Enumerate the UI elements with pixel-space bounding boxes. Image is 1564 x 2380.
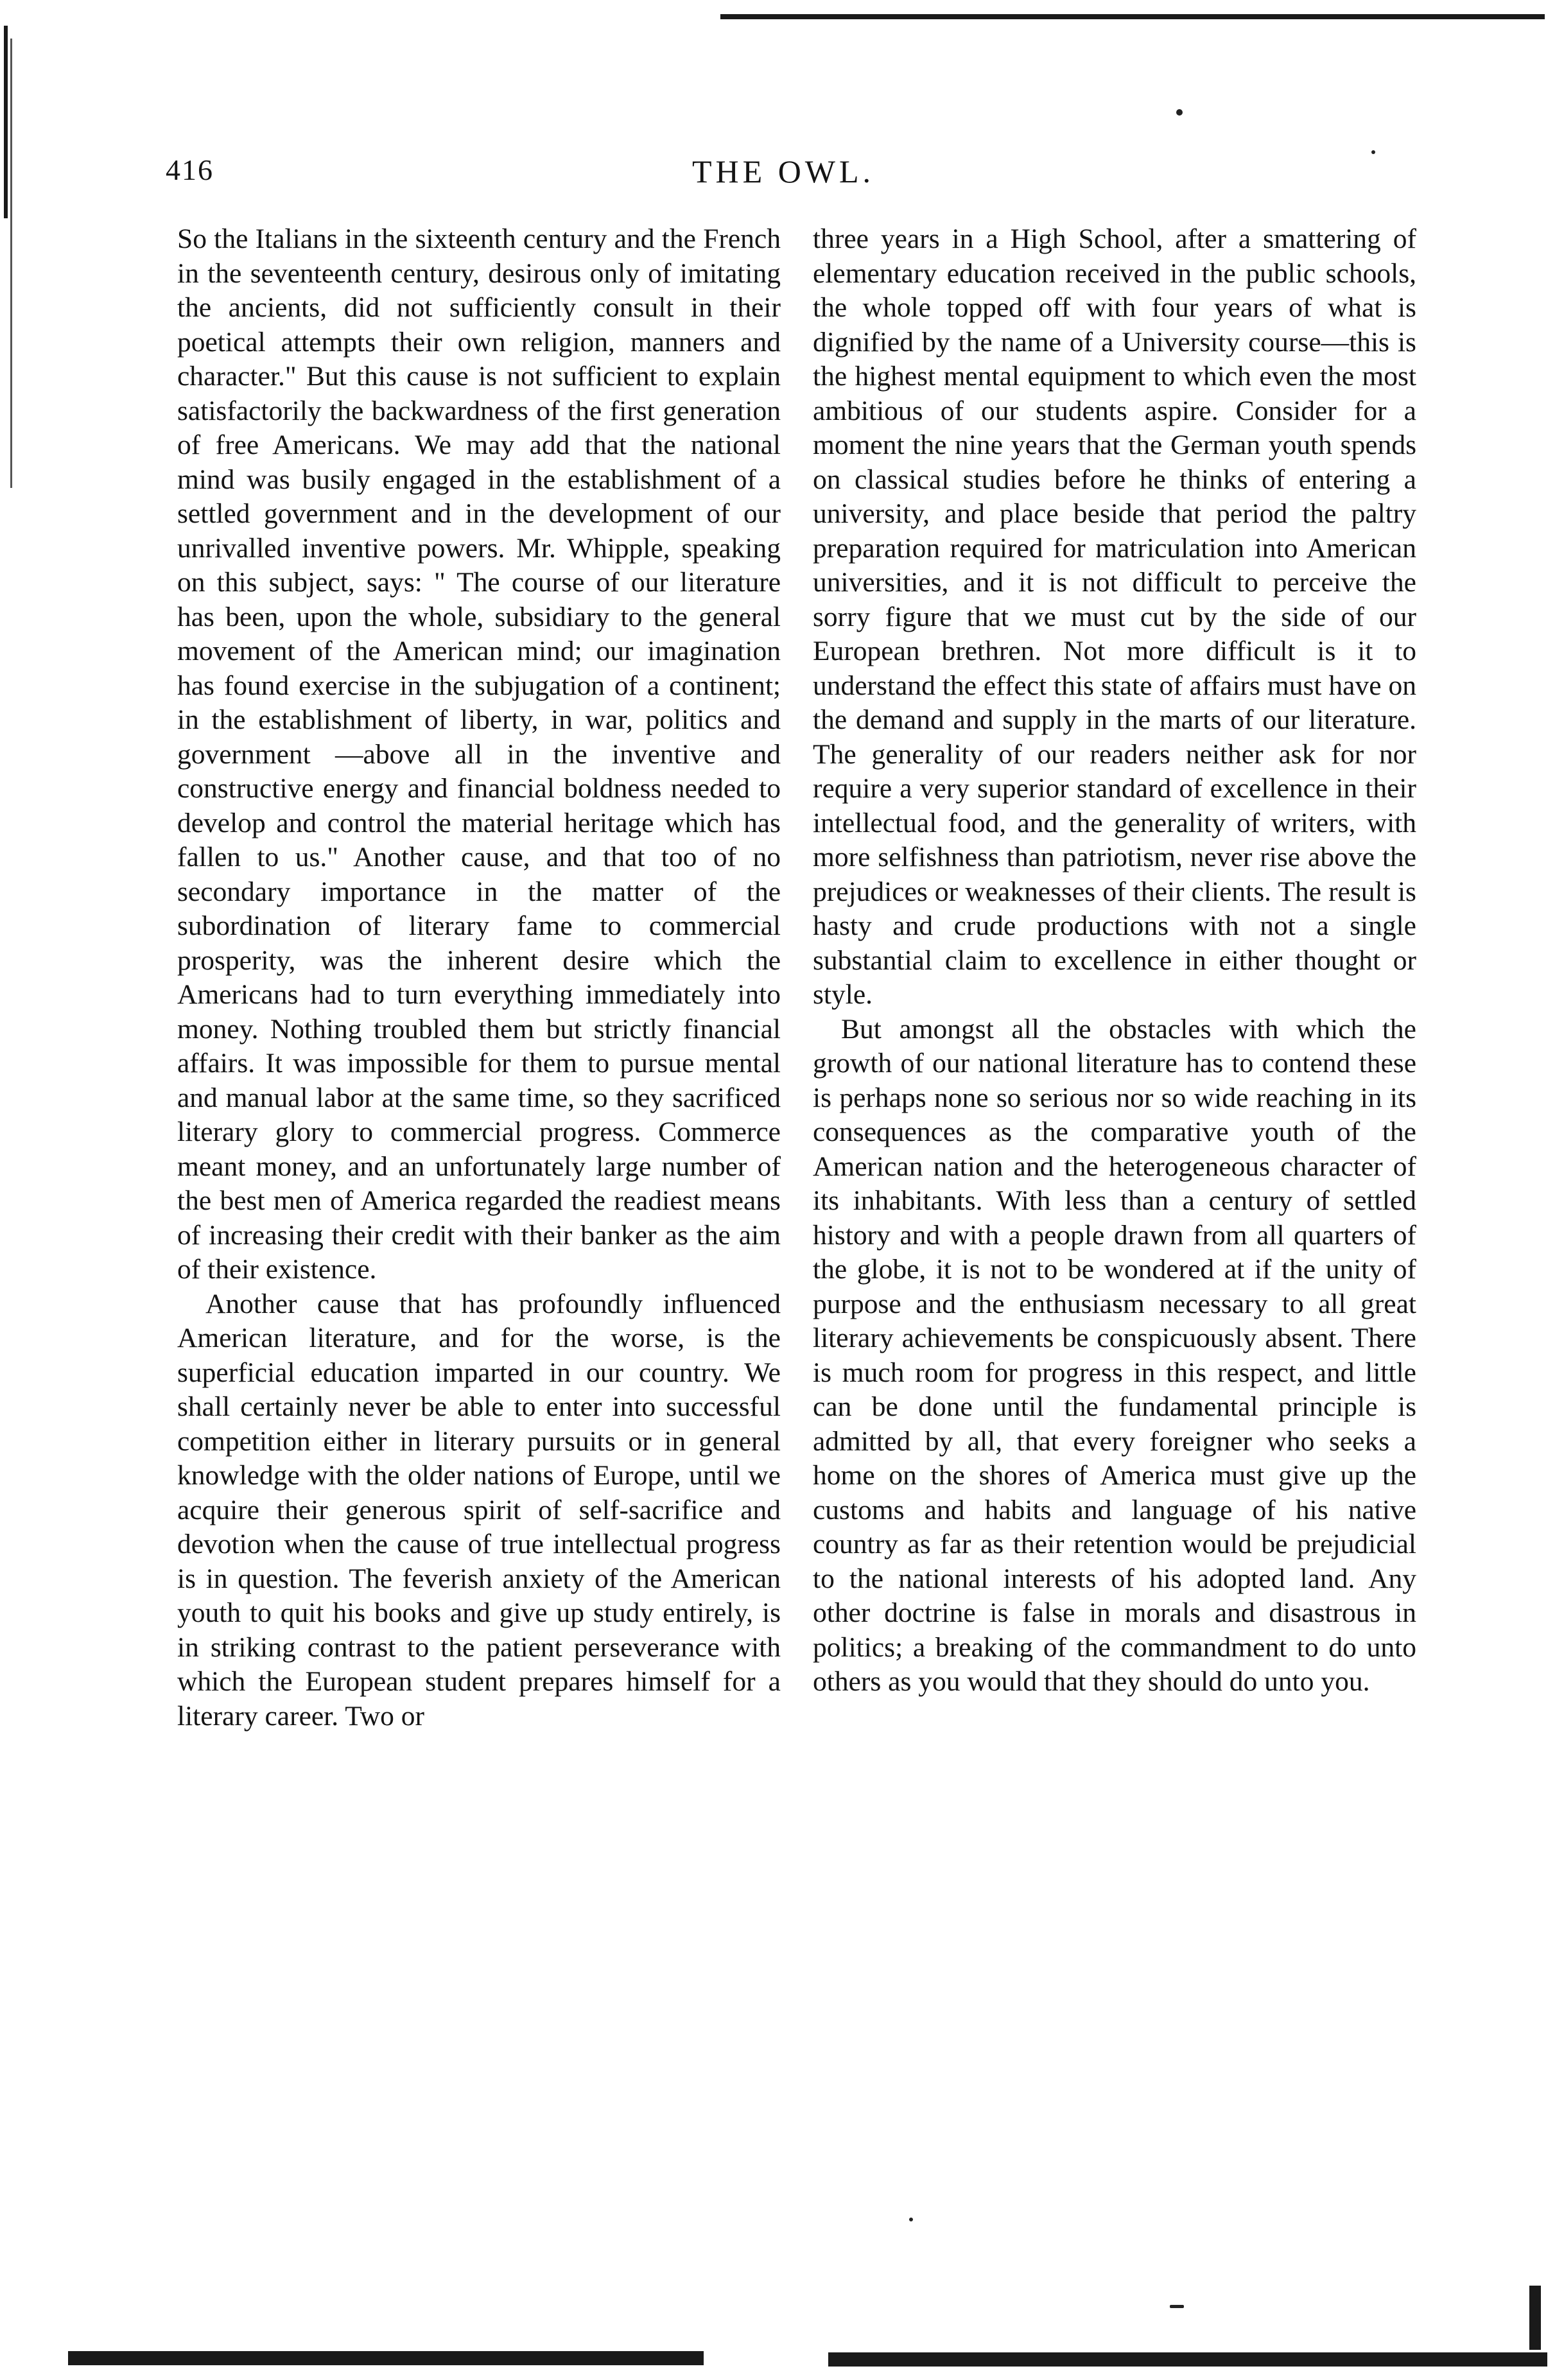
right-column bbox=[813, 222, 1416, 1699]
left-paragraph-1: So the Italians in the sixteenth century and the French in the seventeenth century, desirous only of imitating the ancients, did not sufficiently consult in their poetical attempts their own religion, manners and character." But this cause is not sufficient to explain satisfactorily the backwardness of the first generation of free Americans. We may add that the national mind was busily engaged in the establishment of a settled government and in the development of our unrivalled inventive powers. Mr. Whipple, speaking on this subject, says: " The course of our literature has been, upon the whole, subsidiary to the general movement of the American mind; our imagination has found exercise in the subjugation of a continent; in the establishment of liberty, in war, politics and government —above all in the inventive and constructive energy and financial boldness needed to develop and control the material heritage which has fallen to us." Another cause, and that too of no secondary importance in the matter of the subordination of literary fame to commercial prosperity, was the inherent desire which the Americans had to turn everything immediately into money. Nothing troubled them but strictly financial affairs. It was impossible for them to pursue mental and manual labor at the same time, so they sacrificed literary glory to commercial progress. Commerce meant money, and an unfortunately large number of the best men of America regarded the readiest means of increasing their credit with their banker as the aim of their existence. bbox=[177, 223, 781, 1285]
speck bbox=[1176, 109, 1183, 116]
left-binding-edge bbox=[4, 26, 8, 218]
bottom-scan-bar-right bbox=[828, 2352, 1547, 2367]
bottom-scan-bar-left bbox=[68, 2351, 704, 2365]
right-margin-mark bbox=[1529, 2286, 1541, 2350]
right-paragraph-2: But amongst all the obstacles with which the growth of our national literature has to contend these is perhaps none so serious nor so wide reaching in its consequences as the comparative youth of the American nation and the heterogeneous character of its inhabitants. With less than a century of settled history and with a people drawn from all quarters of the globe, it is not to be wondered at if the unity of purpose and the enthusiasm necessary to all great literary achievements be conspicuously absent. There is much room for progress in this respect, and little can be done until the fundamental principle is admitted by all, that every foreigner who seeks a home on the shores of America must give up the customs and habits and language of his native country as far as their retention would be prejudicial to the national interests of his adopted land. Any other doctrine is false in morals and disastrous in politics; a breaking of the commandment to do unto others as you would that they should do unto you. bbox=[813, 1013, 1416, 1697]
running-title: THE OWL. bbox=[692, 153, 875, 189]
left-column bbox=[177, 222, 781, 1733]
top-scan-rule bbox=[720, 14, 1545, 19]
speck bbox=[909, 2218, 913, 2221]
page-number: 416 bbox=[166, 153, 214, 186]
left-paragraph-2: Another cause that has profoundly influenced American literature, and for the worse, is the superficial education imparted in our country. We shall certainly never be able to enter into successful competition either in literary pursuits or in general knowledge with the older nations of Europe, until we acquire their generous spirit of self-sacrifice and devotion when the cause of true intellectual progress is in question. The feverish anxiety of the American youth to quit his books and give up study entirely, is in striking contrast to the patient perseverance with which the European student prepares himself for a literary career. Two or bbox=[177, 1288, 781, 1732]
right-paragraph-1: three years in a High School, after a smattering of elementary education received in the public schools, the whole topped off with four years of what is dignified by the name of a University course—this is the highest mental equipment to which even the most ambitious of our students aspire. Consider for a moment the nine years that the German youth spends on classical studies before he thinks of entering a university, and place beside that period the paltry preparation required for matriculation into American universities, and it is not difficult to perceive the sorry figure that we must cut by the side of our European brethren. Not more difficult is it to understand the effect this state of affairs must have on the demand and supply in the marts of our literature. The generality of our readers neither ask for nor require a very superior standard of excellence in their intellectual food, and the generality of writers, with more selfishness than patriotism, never rise above the prejudices or weaknesses of their clients. The result is hasty and crude productions with not a single substantial claim to excellence in either thought or style. bbox=[813, 223, 1416, 1010]
page-header bbox=[166, 153, 1450, 198]
speck bbox=[1170, 2305, 1184, 2308]
left-binding-edge-lower bbox=[10, 39, 12, 488]
